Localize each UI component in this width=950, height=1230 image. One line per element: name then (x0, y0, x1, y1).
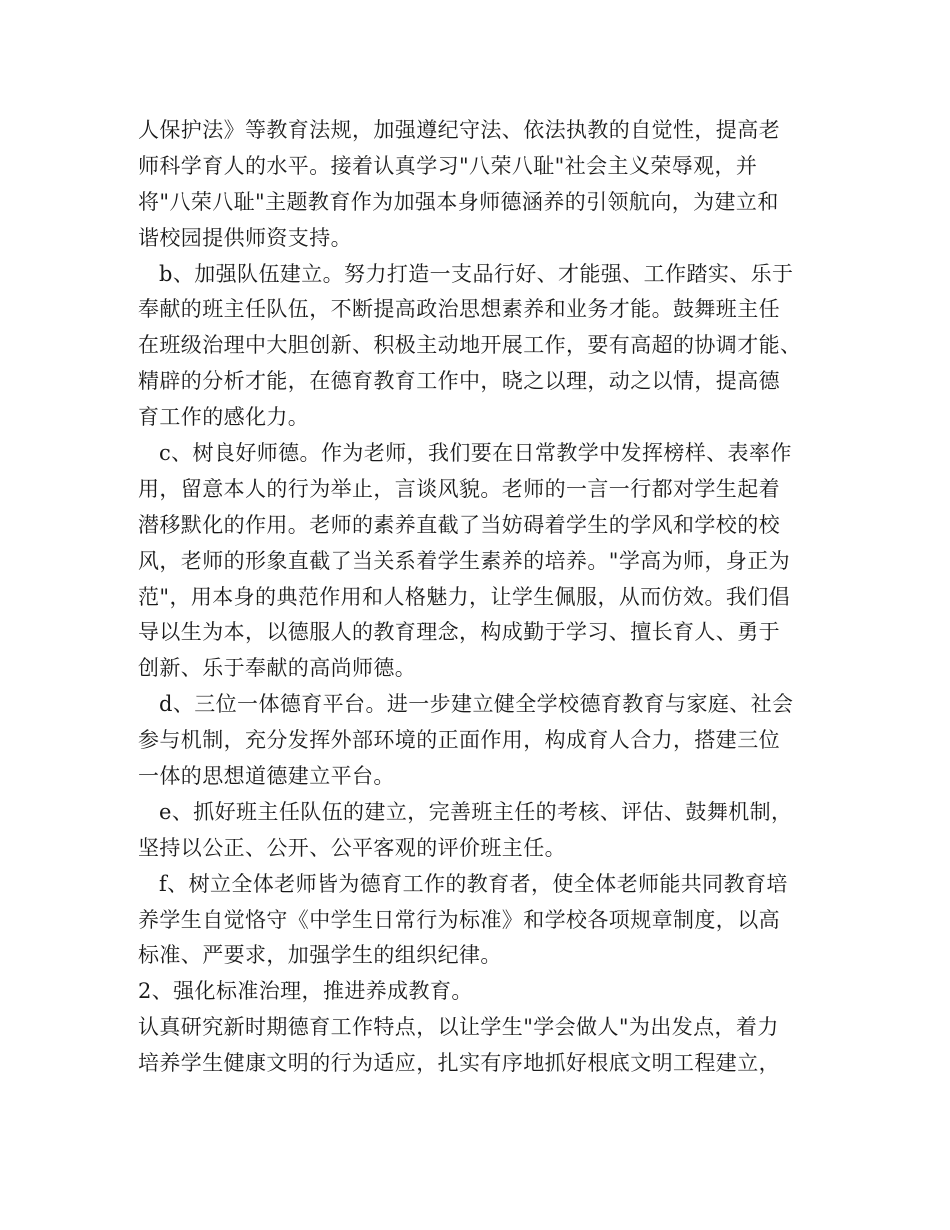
text-line: 范"，用本身的典范作用和人格魅力，让学生佩服，从而仿效。我们倡 (138, 584, 791, 609)
text-line: 一体的思想道德建立平台。 (138, 764, 395, 789)
document-body (138, 113, 828, 1082)
text-line: 认真研究新时期德育工作特点，以让学生"学会做人"为出发点，着力 (138, 1015, 779, 1040)
text-line: 培养学生健康文明的行为适应，扎实有序地抓好根底文明工程建立， (138, 1051, 780, 1076)
paragraph-c-start: c、树良好师德。作为老师，我们要在日常教学中发挥榜样、表率作 (159, 441, 792, 466)
text-line: 师科学育人的水平。接着认真学习"八荣八耻"社会主义荣辱观，并 (138, 153, 758, 178)
text-line: 创新、乐于奉献的高尚师德。 (138, 656, 417, 681)
text-line: 育工作的感化力。 (138, 405, 310, 430)
text-line: 精辟的分析才能，在德育教育工作中，晓之以理，动之以情，提高德 (138, 369, 780, 394)
paragraph-e-start: e、抓好班主任队伍的建立，完善班主任的考核、评估、鼓舞机制， (159, 799, 793, 824)
text-line: 导以生为本，以德服人的教育理念，构成勤于学习、擅长育人、勇于 (138, 620, 780, 645)
text-line: 风，老师的形象直截了当关系着学生素养的培养。"学高为师，身正为 (138, 548, 791, 573)
text-line: 奉献的班主任队伍，不断提高政治思想素养和业务才能。鼓舞班主任 (138, 297, 780, 322)
text-line: 标准、严要求，加强学生的组织纪律。 (138, 943, 502, 968)
text-line: 将"八荣八耻"主题教育作为加强本身师德涵养的引领航向，为建立和 (138, 189, 779, 214)
paragraph-d-start: d、三位一体德育平台。进一步建立健全学校德育教育与家庭、社会 (159, 692, 794, 717)
paragraph-b-start: b、加强队伍建立。努力打造一支品行好、才能强、工作踏实、乐于 (159, 261, 794, 286)
paragraph-f-start: f、树立全体老师皆为德育工作的教育者，使全体老师能共同教育培 (159, 871, 788, 896)
text-line: 人保护法》等教育法规，加强遵纪守法、依法执教的自觉性，提高老 (138, 118, 780, 142)
text-line: 用，留意本人的行为举止，言谈风貌。老师的一言一行都对学生起着 (138, 476, 780, 501)
text-line: 潜移默化的作用。老师的素养直截了当妨碍着学生的学风和学校的校 (138, 512, 780, 537)
text-line: 坚持以公正、公开、公平客观的评价班主任。 (138, 835, 566, 860)
text-line: 参与机制，充分发挥外部环境的正面作用，构成育人合力，搭建三位 (138, 728, 780, 753)
section-heading: 2、强化标准治理，推进养成教育。 (138, 979, 473, 1004)
text-line: 谐校园提供师资支持。 (138, 225, 352, 250)
text-line: 在班级治理中大胆创新、积极主动地开展工作，要有高超的协调才能、 (138, 333, 802, 358)
text-line: 养学生自觉恪守《中学生日常行为标准》和学校各项规章制度，以高 (138, 907, 780, 932)
